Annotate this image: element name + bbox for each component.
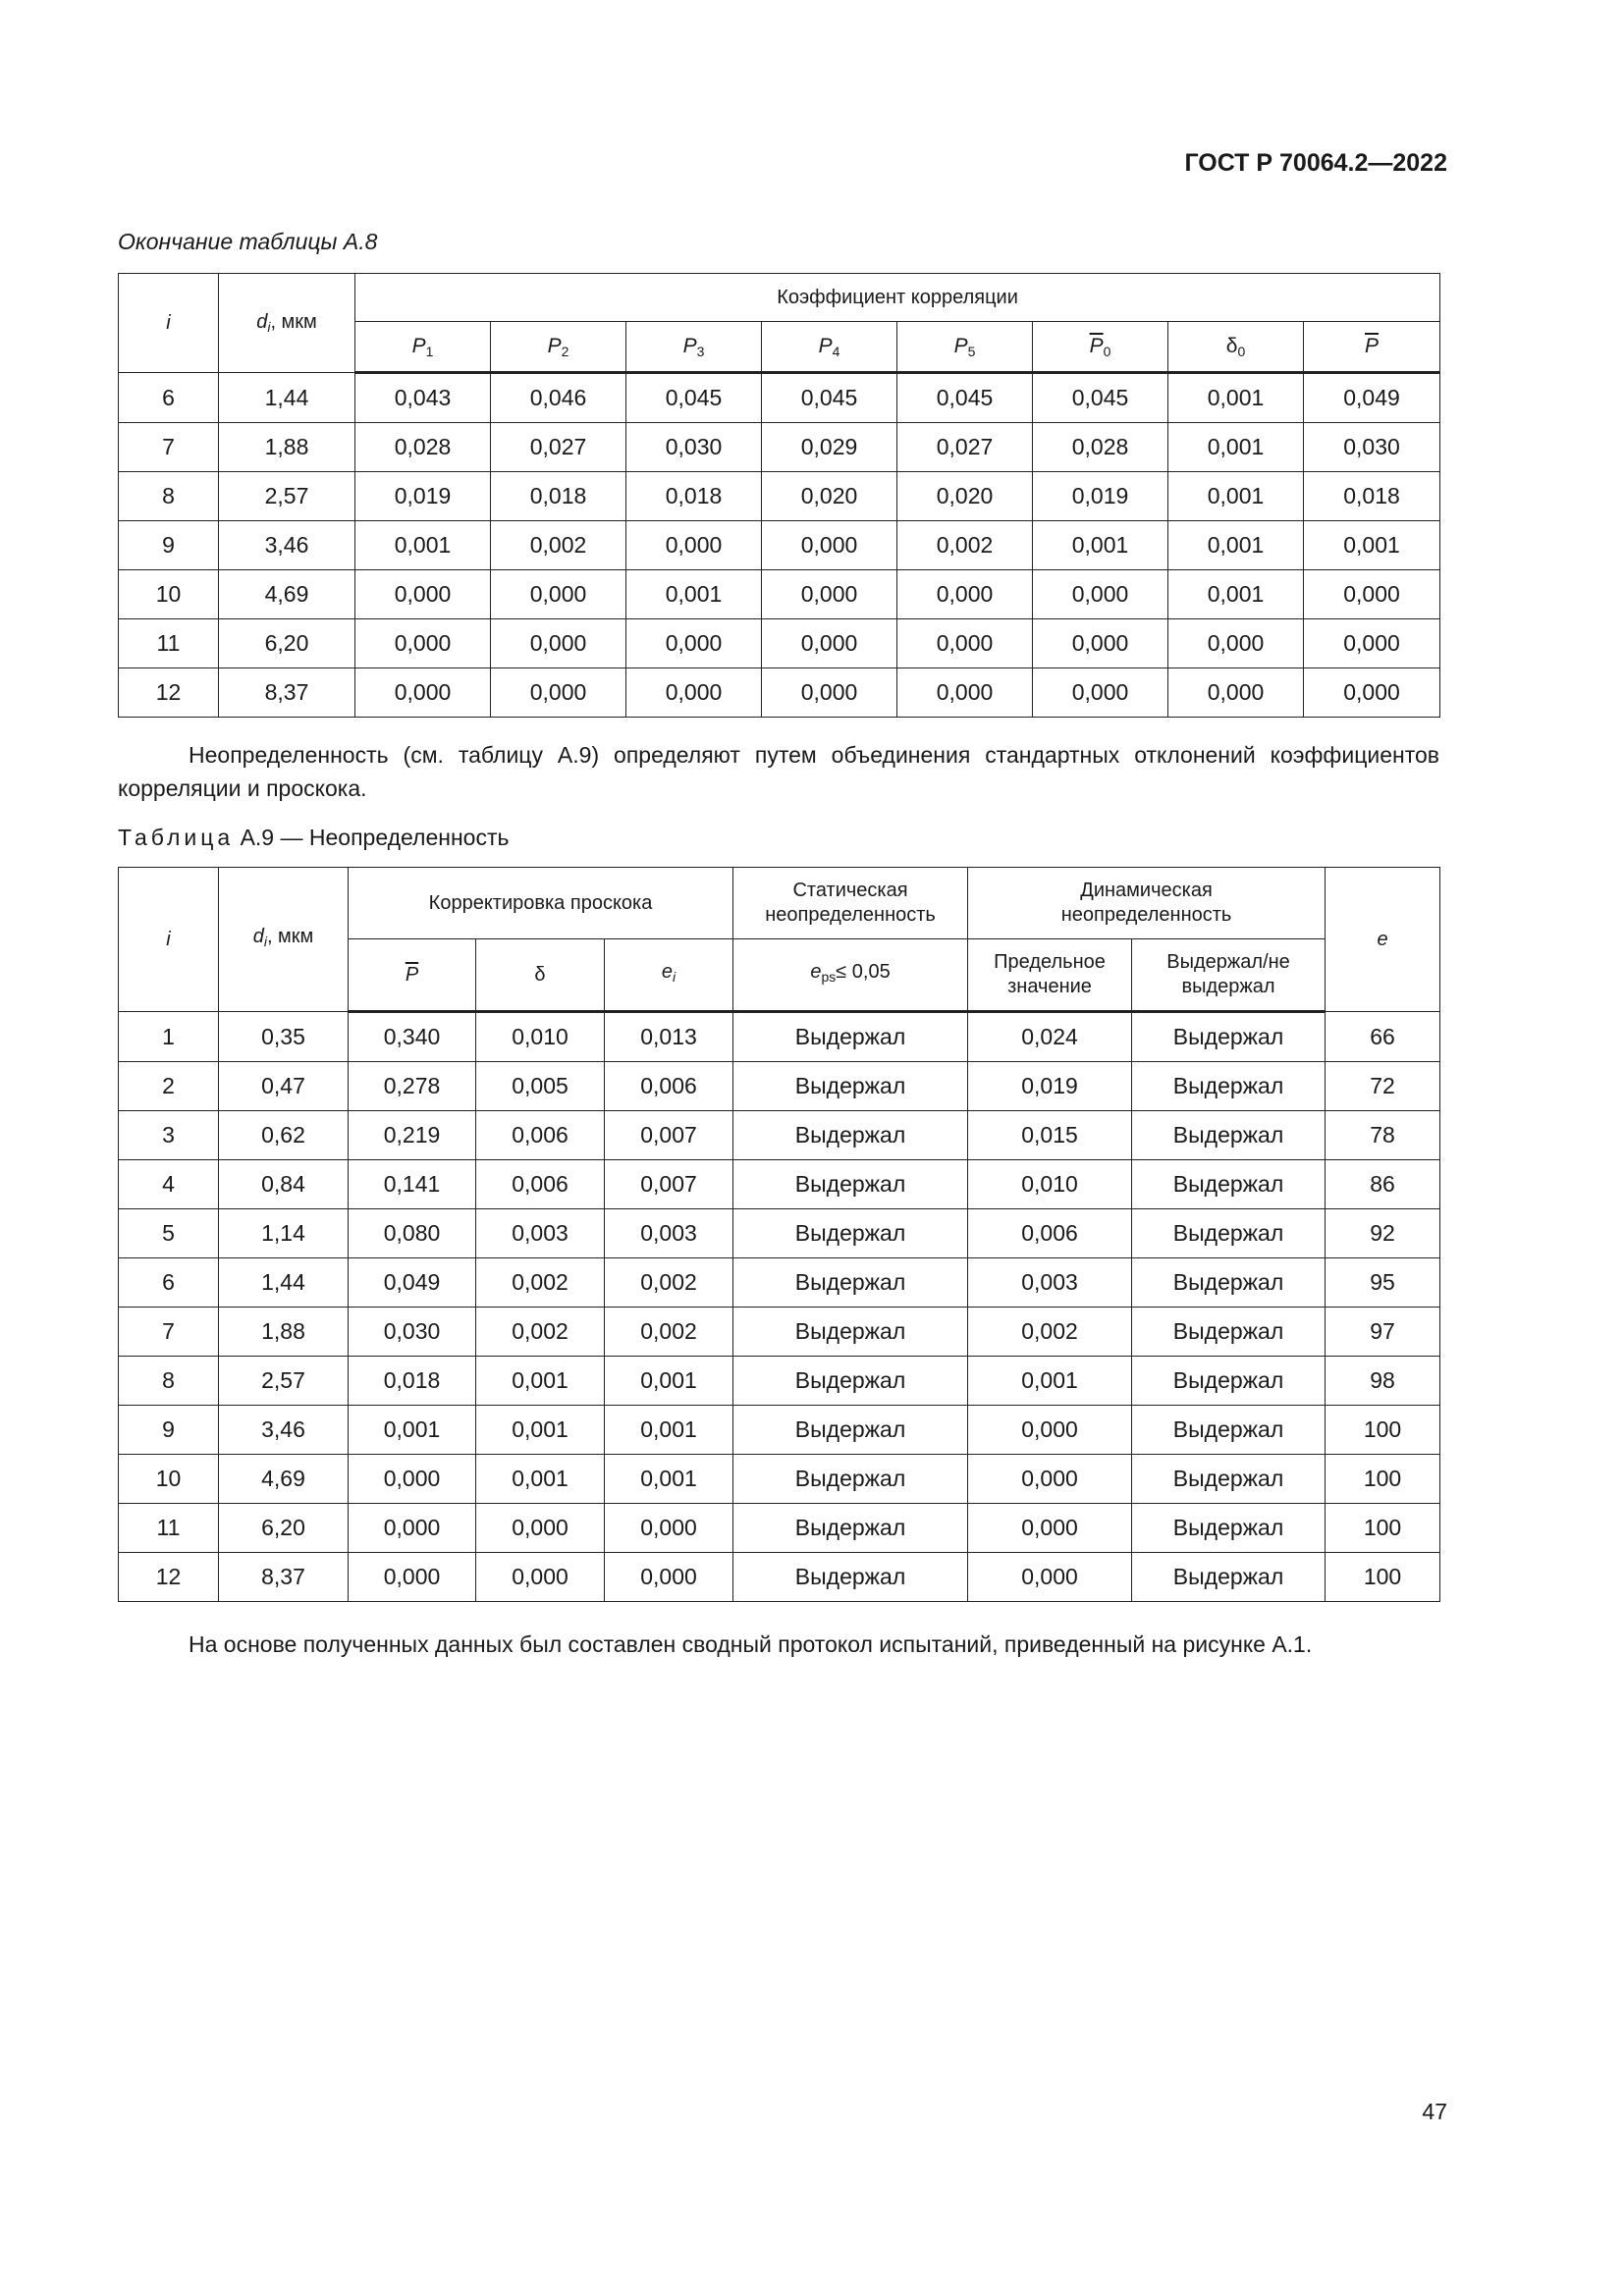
table-cell: 0,045 [626,373,762,423]
table-cell: Выдержал [733,1209,968,1258]
table-cell: 100 [1326,1504,1440,1553]
table-cell: 0,005 [476,1062,605,1111]
table-cell: 0,020 [762,472,897,521]
table-cell: 0,006 [476,1111,605,1160]
table-cell: 0,010 [476,1012,605,1062]
table-cell: 12 [119,1553,219,1602]
table-cell: 0,000 [1168,668,1304,718]
table-cell: Выдержал [1132,1553,1326,1602]
table-cell: 0,000 [349,1504,476,1553]
table-cell: Выдержал [733,1308,968,1357]
table-cell: 0,001 [626,570,762,619]
table-cell: 0,030 [626,423,762,472]
table-cell: 0,001 [476,1455,605,1504]
table-row [119,668,1440,718]
col-header-p0-mean: $\overline{P}_0$ [1033,322,1168,373]
col-header-delta0: $\delta_0$ [1168,322,1304,373]
table-cell: 0,002 [897,521,1033,570]
table-cell: 0,001 [355,521,491,570]
table-cell: 0,001 [1168,521,1304,570]
table-cell: 0,006 [605,1062,733,1111]
table-cell: Выдержал [1132,1406,1326,1455]
table-cell: 0,000 [897,570,1033,619]
table-cell: 0,000 [968,1504,1132,1553]
table-cell: 2,57 [219,472,355,521]
table-cell: 0,049 [349,1258,476,1308]
table-row [119,1504,1440,1553]
table-cell: 0,003 [476,1209,605,1258]
table-cell: 0,000 [355,668,491,718]
table-cell: 0,002 [605,1258,733,1308]
table-cell: 12 [119,668,219,718]
table-cell: 0,000 [1304,619,1440,668]
table-cell: 0,000 [1033,570,1168,619]
table-cell: 0,340 [349,1012,476,1062]
table-cell: 4,69 [219,570,355,619]
col-group-correlation: Коэффициент корреляции [355,274,1440,322]
table-cell: 0,000 [897,619,1033,668]
table-cell: 8,37 [219,1553,349,1602]
table-cell: 6 [119,373,219,423]
table-cell: 78 [1326,1111,1440,1160]
table-cell: 0,001 [1304,521,1440,570]
table-cell: 0,001 [1033,521,1168,570]
col-header-d: $d_i$, мкм [219,868,349,1012]
table-cell: 9 [119,521,219,570]
table-cell: 0,35 [219,1012,349,1062]
table-cell: 0,013 [605,1012,733,1062]
table-cell: Выдержал [733,1553,968,1602]
table-cell: 0,001 [1168,423,1304,472]
table-cell: 0,003 [968,1258,1132,1308]
table-cell: 0,000 [968,1406,1132,1455]
table-cell: 86 [1326,1160,1440,1209]
table-cell: 0,000 [349,1455,476,1504]
table-cell: 10 [119,1455,219,1504]
table-cell: 0,030 [349,1308,476,1357]
table-cell: 0,000 [476,1504,605,1553]
col-group-leak-correction: Корректировка проскока [349,868,733,939]
col-header-delta: δ [476,939,605,1012]
table-cell: Выдержал [733,1504,968,1553]
table-cell: 0,001 [605,1406,733,1455]
table-cell: 72 [1326,1062,1440,1111]
table-cell: 0,000 [762,570,897,619]
col-header-p3: $P_3$ [626,322,762,373]
table-cell: 0,278 [349,1062,476,1111]
table-cell: 11 [119,1504,219,1553]
table-cell: 4 [119,1160,219,1209]
col-group-dynamic-uncertainty: Динамическая неопределенность [968,868,1326,939]
table-a9-caption: Таблица А.9 — Неопределенность [118,825,510,850]
table-cell: 0,000 [1304,668,1440,718]
table-row [119,619,1440,668]
table-cell: 100 [1326,1406,1440,1455]
col-header-e: e [1326,868,1440,1012]
table-cell: 10 [119,570,219,619]
table-cell: 0,024 [968,1012,1132,1062]
table-cell: 6,20 [219,1504,349,1553]
table-cell: 0,045 [1033,373,1168,423]
table-cell: Выдержал [1132,1160,1326,1209]
table-cell: 0,002 [968,1308,1132,1357]
table-cell: 2,57 [219,1357,349,1406]
table-cell: 1,88 [219,1308,349,1357]
table-cell: 0,000 [626,619,762,668]
table-cell: Выдержал [733,1062,968,1111]
table-cell: 0,046 [491,373,626,423]
table-cell: 0,000 [968,1553,1132,1602]
table-cell: 0,001 [476,1406,605,1455]
table-cell: 0,000 [1033,668,1168,718]
table-cell: Выдержал [733,1111,968,1160]
table-cell: 0,027 [491,423,626,472]
table-cell: 1,44 [219,1258,349,1308]
table-cell: 0,001 [349,1406,476,1455]
table-row [119,1406,1440,1455]
table-cell: 0,000 [1168,619,1304,668]
page-number: 47 [1422,2099,1447,2124]
table-cell: 0,84 [219,1160,349,1209]
table-cell: 0,007 [605,1111,733,1160]
table-cell: 1,44 [219,373,355,423]
table-cell: 9 [119,1406,219,1455]
table-row [119,1111,1440,1160]
table-cell: 3,46 [219,521,355,570]
table-cell: 0,010 [968,1160,1132,1209]
table-cell: 4,69 [219,1455,349,1504]
table-cell: 0,47 [219,1062,349,1111]
table-cell: 5 [119,1209,219,1258]
table-cell: 0,62 [219,1111,349,1160]
table-cell: 0,001 [476,1357,605,1406]
table-cell: Выдержал [1132,1357,1326,1406]
col-header-eps: $e_{ps}\le 0,05$ [733,939,968,1012]
col-header-p5: $P_5$ [897,322,1033,373]
table-cell: 0,000 [1304,570,1440,619]
table-cell: 0,028 [355,423,491,472]
table-cell: 8 [119,1357,219,1406]
table-cell: Выдержал [733,1406,968,1455]
col-header-i: i [119,868,219,1012]
table-cell: Выдержал [1132,1062,1326,1111]
paragraph-uncertainty: Неопределенность (см. таблицу А.9) определяют путем объединения стандартных отклонений коэффициентов корреляции и проскока. [118,742,1439,801]
table-cell: 0,000 [762,668,897,718]
col-header-limit-value: Предельное значение [968,939,1132,1012]
table-cell: 0,049 [1304,373,1440,423]
col-header-ei: $e_i$ [605,939,733,1012]
table-cell: Выдержал [1132,1111,1326,1160]
table-cell: 0,141 [349,1160,476,1209]
table-cell: 7 [119,423,219,472]
table-row [119,1012,1440,1062]
table-a8 [118,273,1440,718]
table-row [119,1455,1440,1504]
table-cell: 66 [1326,1012,1440,1062]
table-cell: Выдержал [1132,1455,1326,1504]
table-cell: 8 [119,472,219,521]
table-cell: 100 [1326,1455,1440,1504]
table-cell: 7 [119,1308,219,1357]
table-cell: Выдержал [1132,1258,1326,1308]
table-cell: 100 [1326,1553,1440,1602]
col-header-p1: $P_1$ [355,322,491,373]
table-cell: 0,043 [355,373,491,423]
table-cell: 0,000 [491,619,626,668]
table-row [119,1357,1440,1406]
col-header-i: i [119,274,219,373]
table-row [119,423,1440,472]
col-header-d: $d_i$, мкм [219,274,355,373]
table-cell: 1,88 [219,423,355,472]
table-cell: 0,000 [491,668,626,718]
table-cell: 0,027 [897,423,1033,472]
table-cell: 0,000 [605,1553,733,1602]
table-cell: 0,000 [476,1553,605,1602]
table-cell: Выдержал [733,1357,968,1406]
table-cell: 0,000 [762,619,897,668]
table-cell: 1 [119,1012,219,1062]
table-row [119,1160,1440,1209]
table-row [119,472,1440,521]
table-row [119,1258,1440,1308]
table-cell: Выдержал [733,1012,968,1062]
table-cell: 11 [119,619,219,668]
table-cell: 98 [1326,1357,1440,1406]
table-row [119,373,1440,423]
table-cell: 0,019 [968,1062,1132,1111]
table-cell: Выдержал [1132,1308,1326,1357]
table-cell: 0,000 [355,619,491,668]
table-cell: Выдержал [733,1160,968,1209]
table-cell: 0,018 [1304,472,1440,521]
table-cell: Выдержал [1132,1209,1326,1258]
table-cell: 8,37 [219,668,355,718]
table-row [119,1308,1440,1357]
table-cell: 97 [1326,1308,1440,1357]
table-cell: 0,000 [1033,619,1168,668]
table-cell: 0,003 [605,1209,733,1258]
table-cell: 0,018 [349,1357,476,1406]
table-row [119,1553,1440,1602]
table-cell: 0,018 [626,472,762,521]
table-cell: 0,015 [968,1111,1132,1160]
table-cell: 0,219 [349,1111,476,1160]
table-cell: 0,001 [968,1357,1132,1406]
table-cell: 95 [1326,1258,1440,1308]
col-header-p-mean: $\overline{P}$ [349,939,476,1012]
table-cell: 0,045 [897,373,1033,423]
document-code: ГОСТ Р 70064.2—2022 [1184,149,1447,177]
table-cell: 2 [119,1062,219,1111]
table-cell: 0,030 [1304,423,1440,472]
col-header-p2: $P_2$ [491,322,626,373]
table-cell: 0,000 [626,521,762,570]
table-cell: 0,019 [355,472,491,521]
table-cell: 3,46 [219,1406,349,1455]
table-row [119,521,1440,570]
table-cell: Выдержал [733,1455,968,1504]
table-cell: 0,045 [762,373,897,423]
table-cell: 0,000 [349,1553,476,1602]
col-header-p4: $P_4$ [762,322,897,373]
table-cell: 0,001 [1168,472,1304,521]
table-row [119,1062,1440,1111]
table-cell: 0,000 [605,1504,733,1553]
table-cell: 0,000 [897,668,1033,718]
table-cell: Выдержал [1132,1012,1326,1062]
table-cell: 0,000 [762,521,897,570]
table-cell: 0,028 [1033,423,1168,472]
table-cell: 0,006 [476,1160,605,1209]
table-cell: Выдержал [733,1258,968,1308]
col-header-pass-fail: Выдержал/не выдержал [1132,939,1326,1012]
table-cell: 0,007 [605,1160,733,1209]
table-cell: 0,080 [349,1209,476,1258]
table-cell: 0,001 [605,1455,733,1504]
table-row [119,570,1440,619]
table-cell: Выдержал [1132,1504,1326,1553]
table-a8-body [119,373,1440,718]
table-cell: 0,018 [491,472,626,521]
table-cell: 0,001 [1168,570,1304,619]
col-group-static-uncertainty: Статическая неопределенность [733,868,968,939]
table-cell: 0,000 [626,668,762,718]
table-cell: 0,001 [605,1357,733,1406]
table-a8-caption: Окончание таблицы А.8 [118,229,378,254]
table-cell: 0,002 [491,521,626,570]
table-cell: 6 [119,1258,219,1308]
table-cell: 0,002 [605,1308,733,1357]
table-a9 [118,867,1440,1602]
table-row [119,1209,1440,1258]
table-cell: 0,000 [968,1455,1132,1504]
table-cell: 0,020 [897,472,1033,521]
table-cell: 6,20 [219,619,355,668]
table-cell: 0,000 [491,570,626,619]
table-cell: 0,000 [355,570,491,619]
table-cell: 3 [119,1111,219,1160]
col-header-p-mean: $\overline{P}$ [1304,322,1440,373]
table-cell: 0,002 [476,1308,605,1357]
paragraph-summary: На основе полученных данных был составлен сводный протокол испытаний, приведенный на рисунке А.1. [189,1631,1313,1657]
table-cell: 0,001 [1168,373,1304,423]
table-cell: 1,14 [219,1209,349,1258]
table-cell: 0,006 [968,1209,1132,1258]
table-cell: 0,029 [762,423,897,472]
table-cell: 92 [1326,1209,1440,1258]
table-cell: 0,019 [1033,472,1168,521]
table-cell: 0,002 [476,1258,605,1308]
table-a9-body [119,1012,1440,1602]
